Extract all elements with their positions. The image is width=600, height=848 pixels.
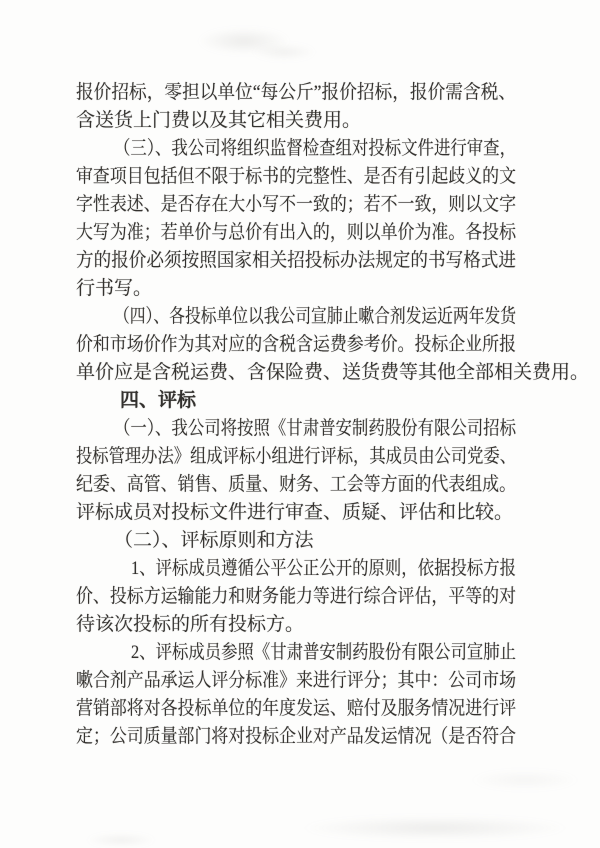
text-line-2	[76, 107, 516, 135]
text-block	[76, 79, 590, 751]
line-text: 方的报价必须按照国家相关招投标办法规定的书写格式进	[76, 250, 516, 271]
line-text: 字性表述、是否存在大小写不一致的；若不一致，则以文字	[76, 194, 516, 215]
line-text: 1、评标成员遵循公平公正公开的原则，依据投标方报	[131, 558, 516, 579]
line-text: 审查项目包括但不限于标书的完整性、是否有引起歧义的文	[76, 166, 516, 187]
scan-smudge	[252, 44, 316, 60]
text-line-22	[76, 667, 516, 695]
line-text: 营销部将对各投标单位的年度发运、赔付及服务情况进行评	[76, 698, 516, 719]
line-text: 纪委、高管、销售、质量、财务、工会等方面的代表组成。	[76, 474, 516, 495]
scan-smudge	[300, 816, 570, 840]
text-line-16	[76, 499, 516, 527]
text-line-18	[76, 555, 516, 583]
line-text: （三）、我公司将组织监督检查组对投标文件进行审查，	[114, 138, 516, 159]
text-line-17	[76, 527, 516, 555]
text-line-11	[76, 359, 590, 387]
text-line-8	[76, 275, 516, 303]
line-text: 待该次投标的所有投标方。	[76, 614, 305, 635]
line-text: 2、评标成员参照《甘肃普安制药股份有限公司宣肺止	[131, 642, 516, 663]
line-text: 含送货上门费以及其它相关费用。	[76, 110, 362, 131]
line-text: 价和市场价作为其对应的含税含运费参考价。投标企业所报	[76, 334, 516, 355]
text-line-19	[76, 583, 516, 611]
text-line-15	[76, 471, 516, 499]
text-line-24	[76, 723, 516, 751]
line-text: （二）、评标原则和方法	[114, 530, 314, 551]
text-line-14	[76, 443, 516, 471]
text-line-20	[76, 611, 516, 639]
line-text: 评标成员对投标文件进行审查、质疑、评估和比较。	[76, 502, 514, 523]
scan-smudge	[198, 28, 290, 54]
text-line-3	[76, 135, 516, 163]
line-text: 报价招标，零担以单位“每公斤”报价招标，报价需含税、	[76, 82, 516, 103]
text-line-1	[76, 79, 516, 107]
line-text: 投标管理办法》组成评标小组进行评标，其成员由公司党委、	[76, 446, 516, 467]
line-text: 定；公司质量部门将对投标企业对产品发运情况（是否符合	[76, 726, 516, 747]
text-line-21	[76, 639, 516, 667]
text-line-4	[76, 163, 516, 191]
text-line-13	[76, 415, 516, 443]
text-line-23	[76, 695, 516, 723]
scan-smudge	[470, 770, 580, 790]
section-heading-text: 四、评标	[120, 390, 197, 411]
line-text: （一）、我公司将按照《甘肃普安制药股份有限公司招标	[114, 418, 516, 439]
text-line-6	[76, 219, 516, 247]
text-line-9	[76, 303, 516, 331]
line-text: 价、投标方运输能力和财务能力等进行综合评估，平等的对	[76, 586, 516, 607]
text-line-5	[76, 191, 516, 219]
line-text: 嗽合剂产品承运人评分标准》来进行评分；其中：公司市场	[76, 670, 516, 691]
text-line-7	[76, 247, 516, 275]
line-text: （四）、各投标单位以我公司宣肺止嗽合剂发运近两年发货	[114, 306, 516, 327]
line-text: 行书写。	[76, 278, 153, 299]
text-line-12	[76, 387, 516, 415]
scan-smudge	[86, 834, 156, 846]
line-text: 单价应是含税运费、含保险费、送货费等其他全部相关费用。	[76, 362, 590, 383]
line-text: 大写为准；若单价与总价有出入的，则以单价为准。各投标	[76, 222, 516, 243]
text-line-10	[76, 331, 516, 359]
